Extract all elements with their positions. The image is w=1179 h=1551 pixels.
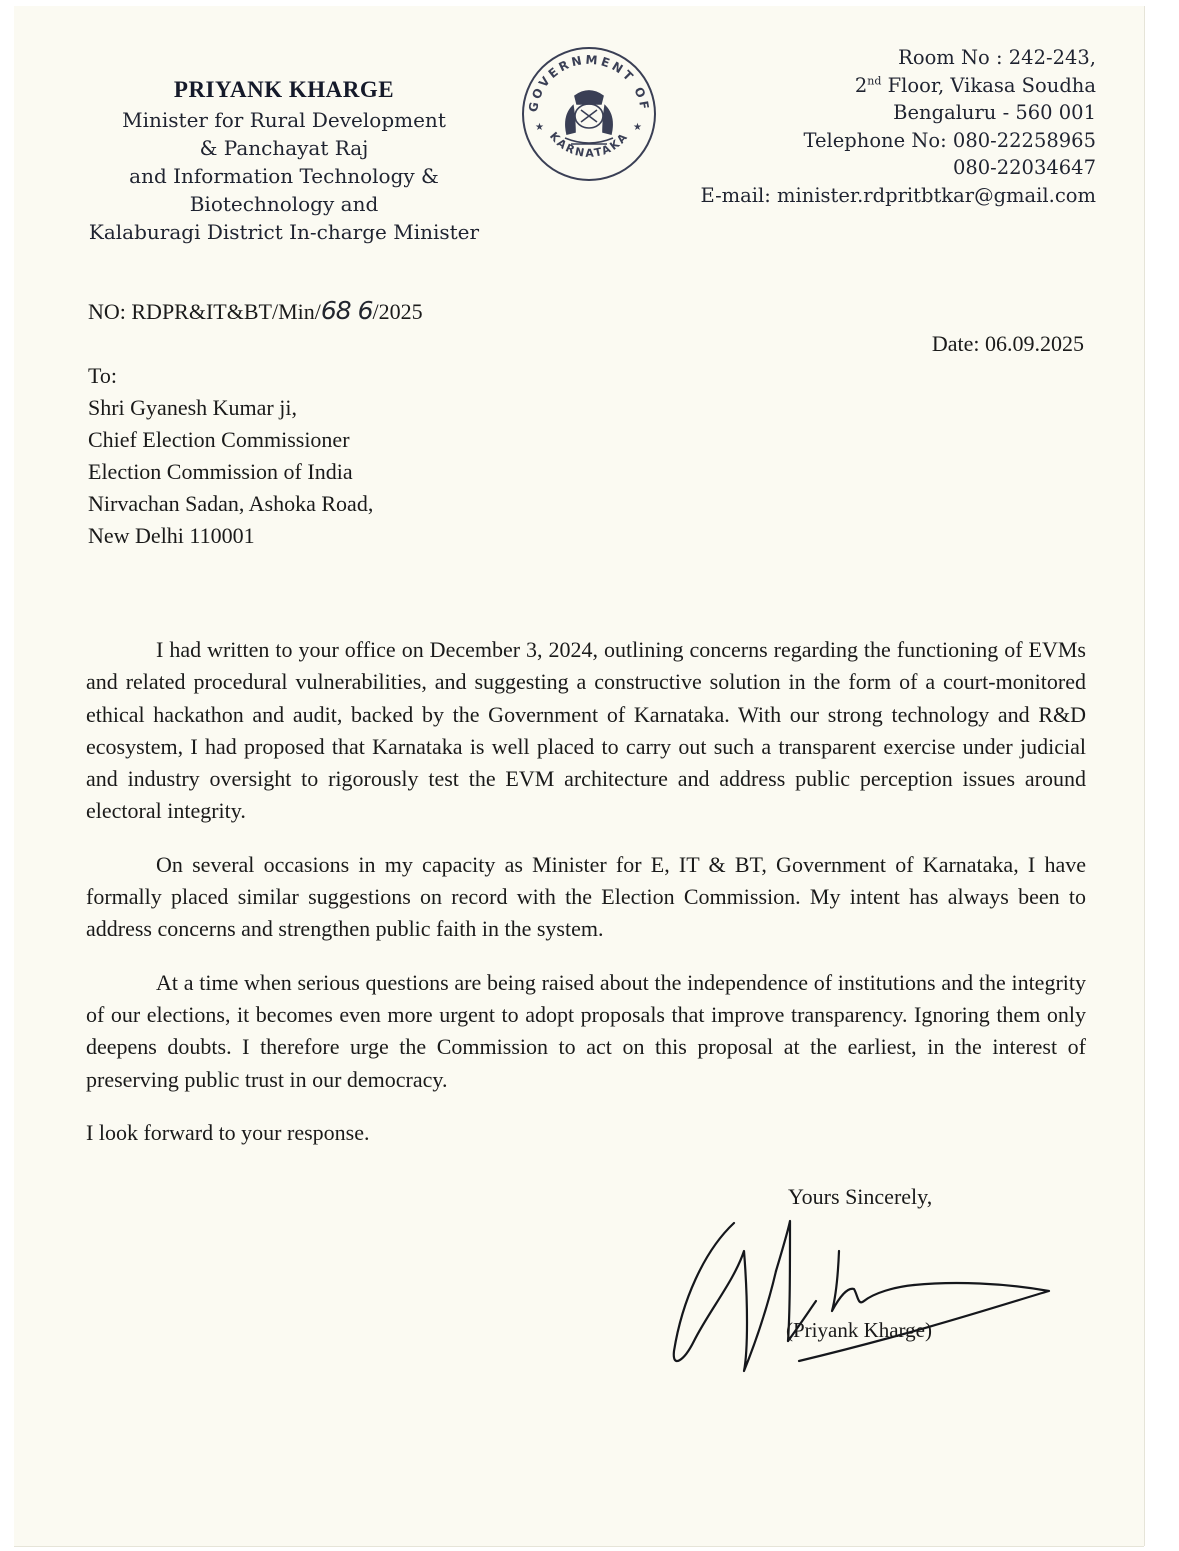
- body-paragraph: I had written to your office on December 3, 2024, outlining concerns regarding the functioning of EVMs and related procedural vulnerabilities, and suggesting a constructive solution in the form of a court-monitored ethical hackathon and audit, backed by the Government of Karnataka. With our strong technology and R&D ecosystem, I had proposed that Karnataka is well placed to carry out such a transparent exercise under judicial and industry oversight to rigorously test the EVM architecture and address public perception issues around electoral integrity.: [86, 637, 1086, 824]
- closing-line: I look forward to your response.: [86, 1119, 370, 1145]
- designation-line: Minister for Rural Development: [122, 108, 446, 132]
- recipient-line: Nirvachan Sadan, Ashoka Road,: [88, 491, 374, 516]
- handwritten-number: 68 6: [320, 296, 373, 325]
- svg-text:★: ★: [535, 122, 544, 133]
- yours-sincerely: Yours Sincerely,: [788, 1184, 933, 1209]
- body-paragraph: At a time when serious questions are being raised about the independence of institutions and the integrity of our elections, it becomes even more urgent to adopt proposals that improve transparency. Ignoring them only deepens doubts. I therefore urge the Commission to act on this proposal at the earliest, in the interest of preserving public trust in our democracy.: [86, 969, 1086, 1092]
- city-line: Bengaluru - 560 001: [893, 101, 1096, 124]
- letterhead-left: [74, 76, 494, 246]
- room-number: Room No : 242-243,: [898, 46, 1096, 69]
- svg-text:KARNATAKA: [547, 130, 631, 160]
- letterhead-address: [626, 44, 1096, 209]
- body-paragraph: On several occasions in my capacity as Minister for E, IT & BT, Government of Karnataka, I have formally placed similar suggestions on record with the Election Commission. My intent has always been to address concerns and strengthen public faith in the system.: [86, 851, 1086, 942]
- recipient-line: Election Commission of India: [88, 459, 353, 484]
- minister-name: PRIYANK KHARGE: [173, 77, 395, 102]
- svg-text:★: ★: [633, 122, 642, 133]
- letter-date: Date: 06.09.2025: [931, 331, 1084, 356]
- telephone-1: Telephone No: 080-22258965: [803, 128, 1096, 152]
- recipient-line: New Delhi 110001: [88, 523, 255, 548]
- signer-name: (Priyank Kharge): [786, 1318, 932, 1342]
- seal-top-text: GOVERNMENT OF: [525, 52, 653, 114]
- designation-line: and Information Technology &: [129, 164, 439, 188]
- recipient-line: Chief Election Commissioner: [88, 427, 350, 452]
- email-address: E-mail: minister.rdpritbtkar@gmail.com: [700, 183, 1096, 207]
- designation-line: & Panchayat Raj: [199, 136, 369, 160]
- recipient-block: [88, 360, 373, 552]
- floor-line: 2nd Floor, Vikasa Soudha: [854, 73, 1096, 97]
- recipient-line: Shri Gyanesh Kumar ji,: [88, 395, 297, 420]
- to-label: To:: [88, 363, 118, 388]
- signature-icon: [664, 1211, 1064, 1391]
- designation-line: Kalaburagi District In-charge Minister: [88, 220, 480, 244]
- letter-body: [86, 634, 1086, 1170]
- designation-line: Biotechnology and: [189, 192, 379, 216]
- reference-number: NO: RDPR&IT&BT/Min/68 6/2025: [88, 296, 423, 325]
- telephone-2: 080-22034647: [952, 156, 1096, 179]
- letter-page: [14, 6, 1144, 1546]
- seal-bottom-text: KARNATAKA: [546, 129, 632, 160]
